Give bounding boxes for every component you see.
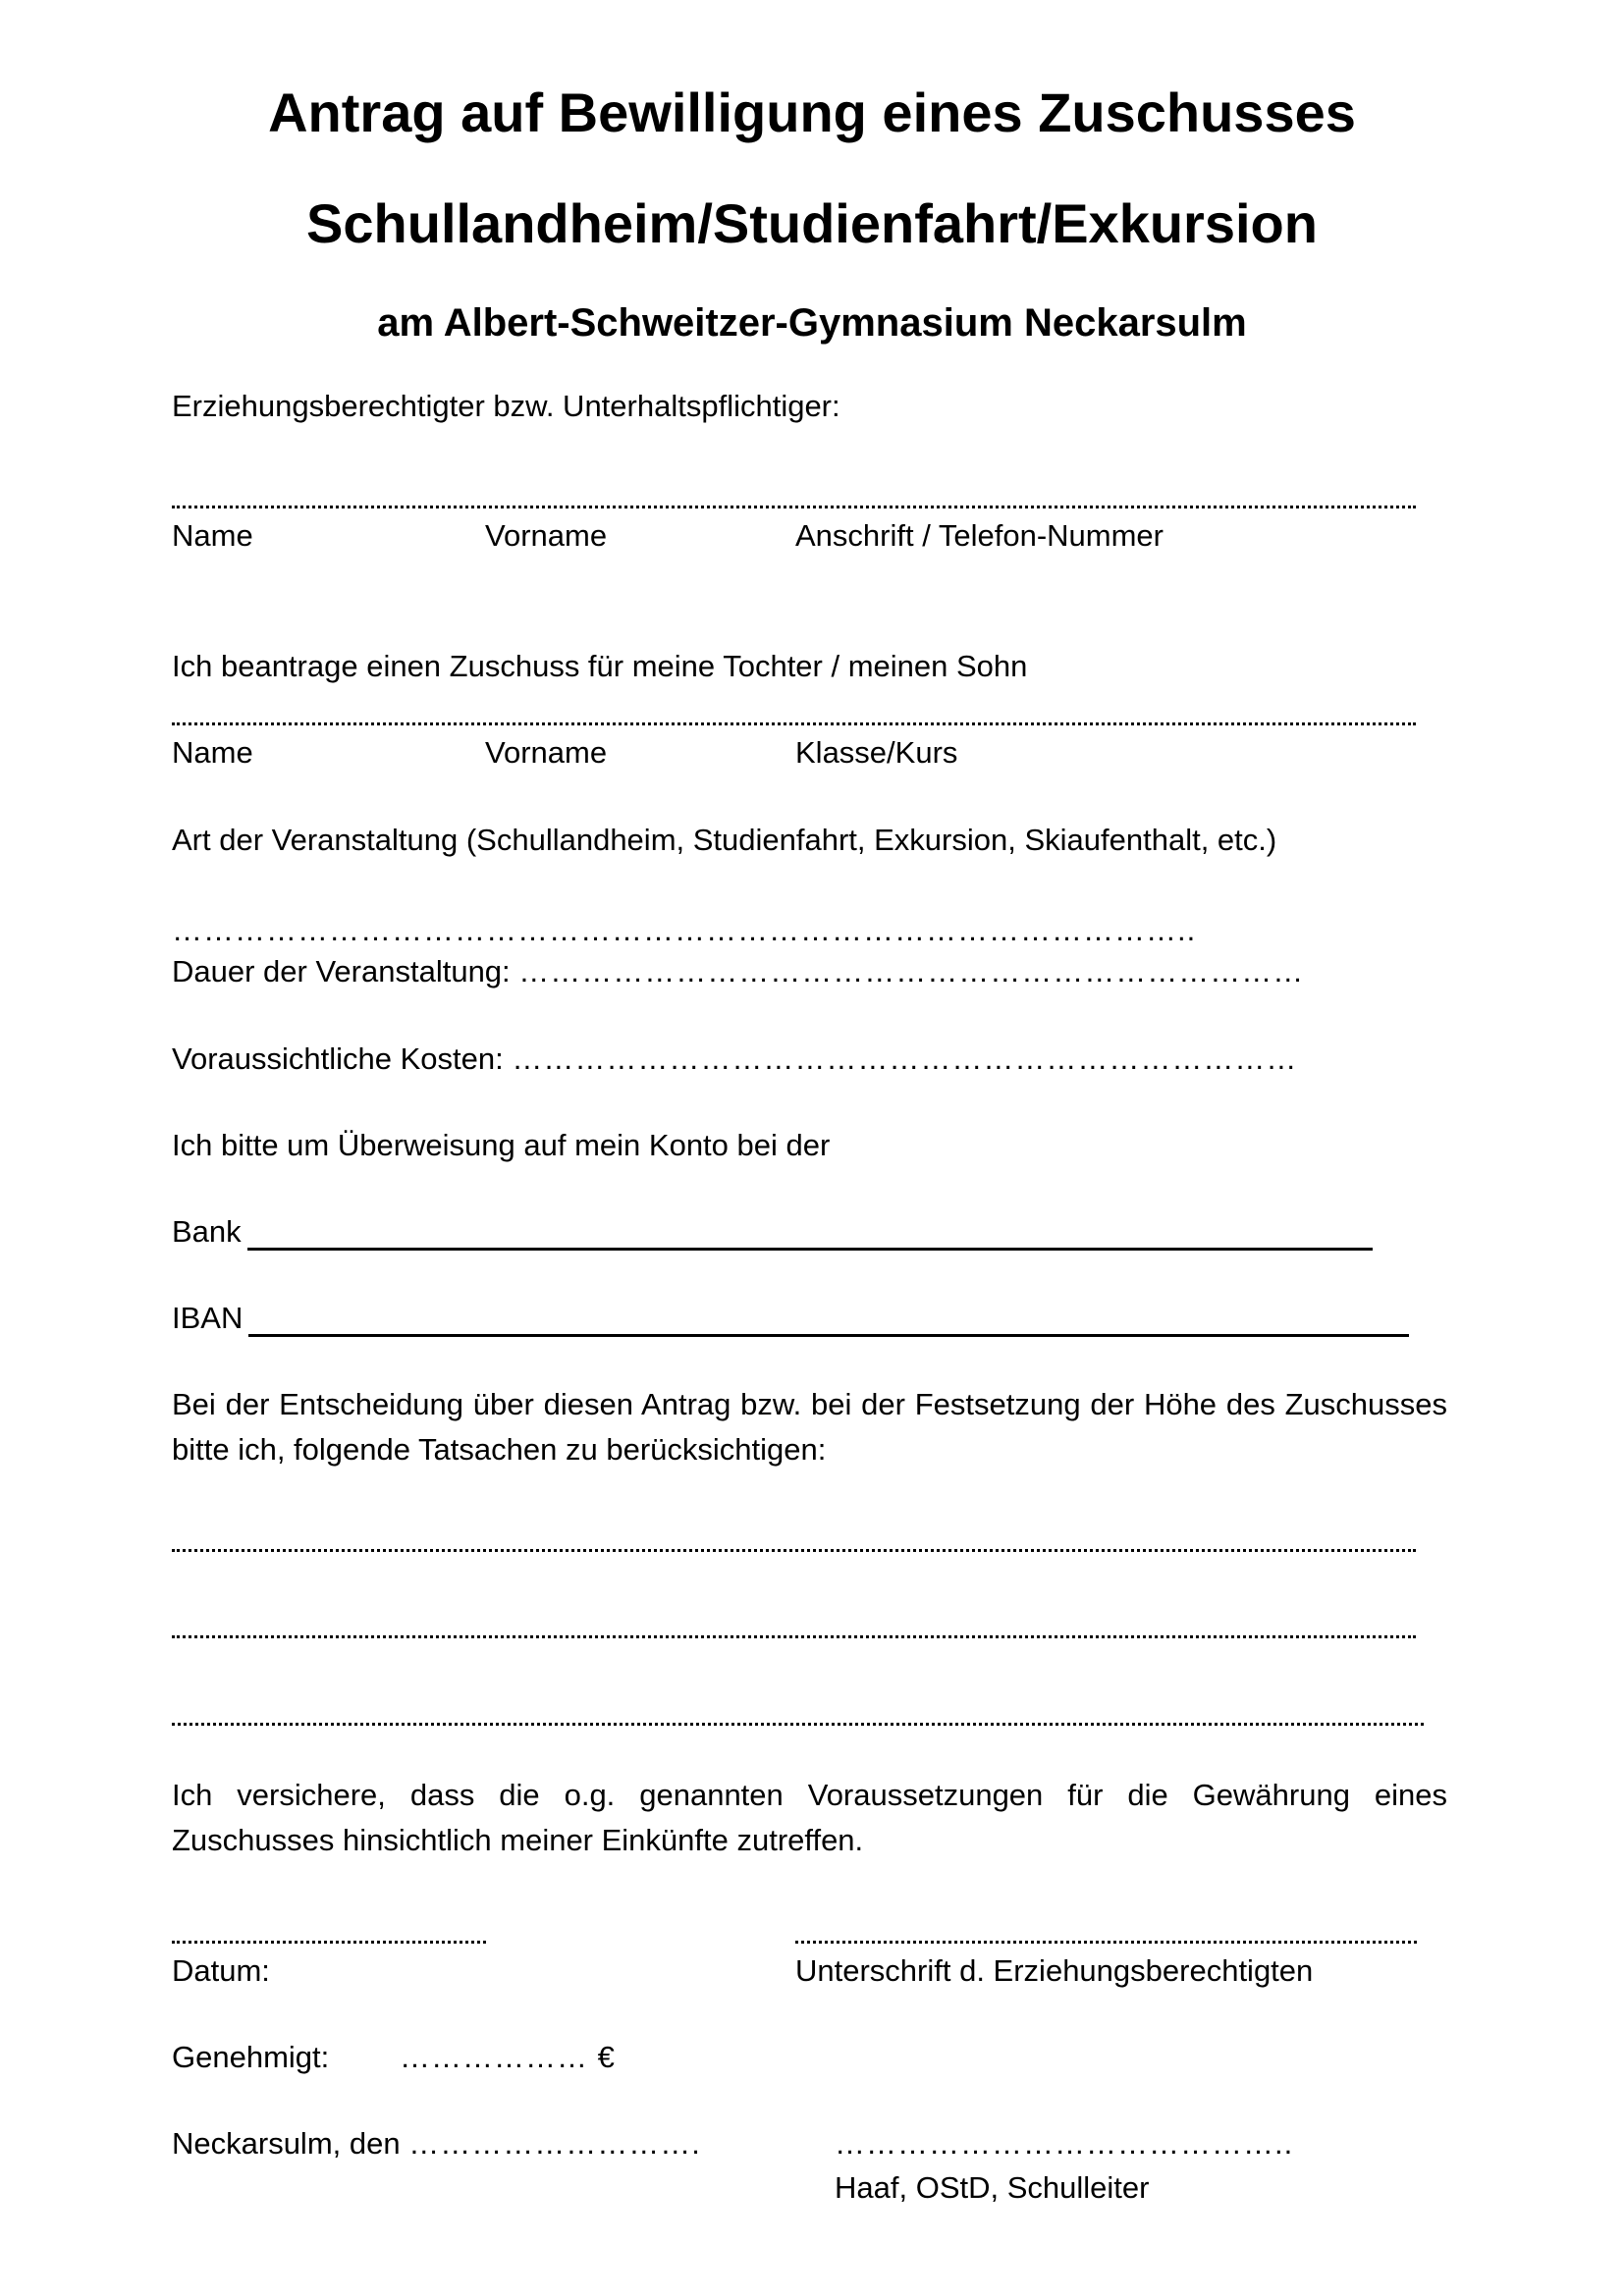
child-entry-line[interactable] <box>172 722 1416 725</box>
declaration-paragraph: Ich versichere, dass die o.g. genannten Voraussetzungen für die Gewährung eines Zuschusses hinsichtlich meiner Einkünfte zutreffen. <box>172 1778 1447 1857</box>
guardian-entry-line[interactable] <box>172 506 1416 508</box>
principal-signature-field[interactable]: …………………………………….. <box>835 2126 1294 2161</box>
place-date-row <box>172 2126 701 2162</box>
bank-label: Bank <box>172 1214 242 1249</box>
facts-line-1[interactable] <box>172 1549 1416 1552</box>
form-subtitle: Schullandheim/Studienfahrt/Exkursion <box>306 192 1318 254</box>
date-label: Datum: <box>172 1953 270 1988</box>
place-date-field[interactable]: ………………………. <box>408 2126 701 2161</box>
event-type-field[interactable]: …………………………………………………………………………………….. <box>172 913 1197 947</box>
place-label: Neckarsulm, den <box>172 2126 401 2161</box>
iban-input-line[interactable] <box>248 1334 1409 1337</box>
approved-label: Genehmigt: <box>172 2040 330 2074</box>
child-name-label: Name <box>172 735 253 770</box>
signature-label: Unterschrift d. Erziehungsberechtigten <box>795 1953 1314 1988</box>
approved-amount-field[interactable]: ……………… € <box>400 2040 616 2074</box>
facts-line-3[interactable] <box>172 1723 1424 1726</box>
child-firstname-label: Vorname <box>485 735 608 770</box>
date-line[interactable] <box>172 1941 486 1944</box>
event-type-label: Art der Veranstaltung (Schullandheim, Studienfahrt, Exkursion, Skiaufenthalt, etc.) <box>172 823 1277 857</box>
costs-field[interactable]: ………………………………………………………………… <box>512 1041 1298 1076</box>
guardian-intro: Erziehungsberechtigter bzw. Unterhaltspflichtiger: <box>172 389 840 423</box>
bank-input-line[interactable] <box>247 1248 1373 1251</box>
principal-name: Haaf, OStD, Schulleiter <box>835 2170 1150 2205</box>
guardian-firstname-label: Vorname <box>485 518 608 553</box>
guardian-name-label: Name <box>172 518 253 553</box>
guardian-address-label: Anschrift / Telefon-Nummer <box>795 518 1164 553</box>
facts-paragraph: Bei der Entscheidung über diesen Antrag bzw. bei der Festsetzung der Höhe des Zuschusses bitte ich, folgende Tatsachen zu berücksichtigen: <box>172 1387 1447 1467</box>
iban-label: IBAN <box>172 1301 244 1335</box>
school-name: am Albert-Schweitzer-Gymnasium Neckarsulm <box>377 301 1247 345</box>
bank-intro: Ich bitte um Überweisung auf mein Konto bei der <box>172 1128 831 1162</box>
form-title: Antrag auf Bewilligung eines Zuschusses <box>268 81 1356 143</box>
duration-label: Dauer der Veranstaltung: <box>172 954 511 988</box>
duration-field[interactable]: ………………………………………………………………… <box>518 954 1305 988</box>
signature-line[interactable] <box>795 1941 1417 1944</box>
duration-row <box>172 954 1304 989</box>
costs-label: Voraussichtliche Kosten: <box>172 1041 504 1076</box>
costs-row <box>172 1041 1297 1077</box>
child-intro: Ich beantrage einen Zuschuss für meine Tochter / meinen Sohn <box>172 649 1028 683</box>
facts-line-2[interactable] <box>172 1635 1416 1638</box>
child-class-label: Klasse/Kurs <box>795 735 958 770</box>
